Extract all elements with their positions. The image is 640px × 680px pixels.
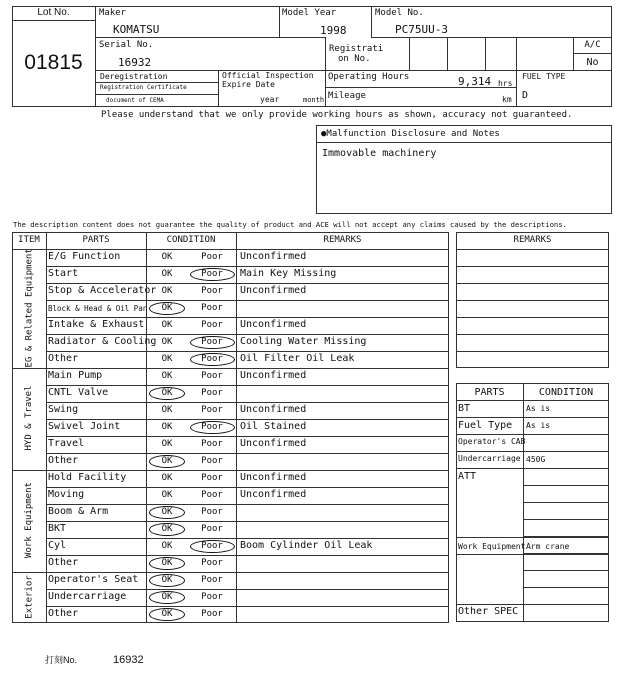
row-divider — [46, 402, 449, 403]
ok-option: OK — [161, 541, 173, 551]
part-label: Undercarriage — [48, 591, 127, 602]
group-divider — [12, 368, 449, 369]
row-divider — [46, 589, 449, 590]
divider — [95, 82, 218, 83]
poor-circle-mark — [190, 353, 235, 366]
row-divider — [456, 351, 609, 352]
remark-text: Unconfirmed — [240, 285, 307, 296]
part-label: E/G Function — [48, 251, 121, 262]
poor-option: Poor — [201, 524, 223, 534]
part-label: Other — [48, 557, 79, 568]
row-divider — [46, 266, 449, 267]
column-divider — [46, 232, 47, 623]
spec-part: BT — [458, 403, 471, 414]
divider — [95, 70, 612, 71]
ok-option: OK — [161, 286, 173, 296]
work-equipment-value: Arm crane — [526, 542, 570, 551]
right-remarks-header: REMARKS — [513, 235, 552, 245]
poor-option: Poor — [201, 303, 223, 313]
ok-circle-mark — [149, 506, 185, 519]
att-label: ATT — [458, 471, 477, 482]
part-label: Start — [48, 268, 79, 279]
poor-option: Poor — [201, 388, 223, 398]
month-label: month — [303, 96, 325, 104]
poor-option: Poor — [201, 252, 223, 262]
ok-circle-mark — [149, 302, 185, 315]
header-remarks: REMARKS — [323, 235, 362, 245]
part-label: Operator's Seat — [48, 574, 139, 585]
spec-part: Fuel Type — [458, 420, 513, 431]
header-parts: PARTS — [82, 235, 110, 245]
part-label: BKT — [48, 523, 67, 534]
ok-option: OK — [161, 507, 173, 517]
row-divider — [523, 587, 609, 588]
part-label: Other — [48, 353, 79, 364]
year-label: year — [260, 95, 280, 104]
divider — [279, 6, 280, 37]
group-label-0: EG & Related Equipment — [24, 247, 34, 367]
divider — [325, 37, 326, 107]
poor-option: Poor — [201, 473, 223, 483]
row-divider — [456, 417, 609, 418]
part-label: Moving — [48, 489, 85, 500]
lot-number: 01815 — [24, 51, 83, 74]
row-divider — [46, 283, 449, 284]
row-divider — [523, 502, 609, 503]
ok-option: OK — [161, 609, 173, 619]
remark-text: Unconfirmed — [240, 319, 307, 330]
maker-label: Maker — [99, 8, 127, 18]
malfunction-title: ●Malfunction Disclosure and Notes — [321, 129, 500, 139]
divider — [95, 37, 325, 38]
ok-option: OK — [161, 337, 173, 347]
model-year-value: 1998 — [320, 24, 347, 37]
ok-circle-mark — [149, 574, 185, 587]
row-divider — [523, 570, 609, 571]
ok-option: OK — [161, 575, 173, 585]
ac-value: No — [586, 57, 599, 68]
poor-option: Poor — [201, 558, 223, 568]
poor-option: Poor — [201, 490, 223, 500]
part-label: Stop & Accelerator — [48, 285, 157, 296]
km-label: km — [502, 95, 512, 104]
serial-label: Serial No. — [99, 40, 154, 50]
row-divider — [46, 334, 449, 335]
divider — [95, 94, 218, 95]
registration-label: Registrati — [329, 44, 384, 54]
row-divider — [456, 334, 609, 335]
spec-condition: As is — [526, 421, 551, 430]
remark-text: Cooling Water Missing — [240, 336, 367, 347]
part-label: Radiator & Cooling — [48, 336, 157, 347]
remark-text: Unconfirmed — [240, 438, 307, 449]
ac-label: A/C — [584, 40, 601, 50]
poor-option: Poor — [201, 354, 223, 364]
ok-option: OK — [161, 252, 173, 262]
footer-value: 16932 — [113, 654, 144, 666]
row-divider — [456, 468, 609, 469]
divider — [573, 53, 612, 54]
part-label: Swivel Joint — [48, 421, 121, 432]
divider — [409, 37, 410, 70]
row-divider — [523, 485, 609, 486]
divider — [516, 37, 517, 107]
ok-circle-mark — [149, 387, 185, 400]
row-divider — [46, 453, 449, 454]
poor-option: Poor — [201, 269, 223, 279]
header-divider — [12, 249, 449, 250]
remark-text: Oil Filter Oil Leak — [240, 353, 355, 364]
ok-option: OK — [161, 371, 173, 381]
ok-option: OK — [161, 439, 173, 449]
remark-text: Unconfirmed — [240, 251, 307, 262]
poor-option: Poor — [201, 422, 223, 432]
remark-text: Oil Stained — [240, 421, 307, 432]
remark-text: Unconfirmed — [240, 489, 307, 500]
poor-option: Poor — [201, 609, 223, 619]
part-label: Boom & Arm — [48, 506, 109, 517]
row-divider — [456, 434, 609, 435]
remark-text: Main Key Missing — [240, 268, 337, 279]
operating-hours-value: 9,314 — [458, 75, 492, 88]
lot-label: Lot No. — [37, 7, 70, 18]
remark-text: Boom Cylinder Oil Leak — [240, 540, 373, 551]
ok-option: OK — [161, 405, 173, 415]
row-divider — [456, 400, 609, 401]
row-divider — [456, 317, 609, 318]
ok-option: OK — [161, 269, 173, 279]
row-divider — [46, 300, 449, 301]
poor-option: Poor — [201, 405, 223, 415]
cema-label: document of CEMA — [106, 97, 164, 104]
row-divider — [46, 521, 449, 522]
ok-option: OK — [161, 320, 173, 330]
spec-condition: 450G — [526, 455, 546, 464]
ok-option: OK — [161, 354, 173, 364]
row-divider — [456, 537, 609, 538]
row-divider — [46, 538, 449, 539]
spec-condition-header: CONDITION — [538, 387, 594, 398]
poor-option: Poor — [201, 575, 223, 585]
ok-circle-mark — [149, 608, 185, 621]
malfunction-box — [316, 125, 612, 214]
divider — [447, 37, 448, 70]
row-divider — [456, 266, 609, 267]
row-divider — [46, 351, 449, 352]
ok-option: OK — [161, 303, 173, 313]
poor-circle-mark — [190, 540, 235, 553]
divider — [218, 70, 219, 107]
poor-option: Poor — [201, 286, 223, 296]
spec-parts-header: PARTS — [474, 387, 505, 398]
model-year-label: Model Year — [282, 8, 337, 18]
deregistration-label: Deregistration — [100, 72, 168, 81]
divider — [485, 37, 486, 70]
registration-certificate-label: Registration Certificate — [100, 84, 187, 91]
row-divider — [456, 300, 609, 301]
serial-value: 16932 — [118, 56, 152, 69]
poor-circle-mark — [190, 268, 235, 281]
ok-option: OK — [161, 558, 173, 568]
row-divider — [46, 555, 449, 556]
group-label-2: Work Equipment — [24, 482, 34, 558]
divider — [12, 20, 95, 21]
divider — [371, 37, 612, 38]
ok-option: OK — [161, 422, 173, 432]
footer-label: 打刻No. — [45, 655, 78, 665]
poor-circle-mark — [190, 421, 235, 434]
operating-hours-label: Operating Hours — [328, 72, 410, 82]
fuel-type-value: D — [522, 90, 529, 101]
group-label-1: HYD & Travel — [24, 385, 34, 451]
malfunction-text: Immovable machinery — [322, 148, 437, 159]
row-divider — [46, 487, 449, 488]
remark-text: Unconfirmed — [240, 370, 307, 381]
ok-circle-mark — [149, 557, 185, 570]
row-divider — [46, 317, 449, 318]
divider — [95, 6, 96, 107]
ok-option: OK — [161, 490, 173, 500]
ok-circle-mark — [149, 455, 185, 468]
hours-notice: Please understand that we only provide working hours as shown, accuracy not guaranteed. — [101, 110, 573, 120]
part-label: Intake & Exhaust — [48, 319, 145, 330]
row-divider — [456, 554, 609, 555]
poor-option: Poor — [201, 507, 223, 517]
model-no-value: PC75UU-3 — [395, 23, 448, 36]
ok-option: OK — [161, 456, 173, 466]
row-divider — [456, 604, 609, 605]
hrs-label: hrs — [498, 79, 513, 88]
row-divider — [46, 504, 449, 505]
remark-text: Unconfirmed — [240, 472, 307, 483]
ok-circle-mark — [149, 591, 185, 604]
part-label: Other — [48, 608, 79, 619]
row-divider — [46, 606, 449, 607]
group-label-3: Exterior — [24, 574, 34, 619]
inspection-label-2: Expire Date — [222, 80, 275, 89]
part-label: Cyl — [48, 540, 67, 551]
registration-label-2: on No. — [338, 54, 371, 64]
ok-circle-mark — [149, 523, 185, 536]
row-divider — [523, 519, 609, 520]
poor-option: Poor — [201, 456, 223, 466]
divider — [371, 6, 372, 37]
row-divider — [456, 283, 609, 284]
poor-option: Poor — [201, 337, 223, 347]
disclaimer: The description content does not guarantee the quality of product and ACE will not accept any claims caused by the descriptions. — [13, 220, 567, 229]
ok-option: OK — [161, 524, 173, 534]
remark-text: Unconfirmed — [240, 404, 307, 415]
fuel-type-label: FUEL TYPE — [522, 72, 566, 81]
column-divider — [236, 232, 237, 623]
other-spec-label: Other SPEC — [458, 606, 519, 617]
header-condition: CONDITION — [166, 235, 216, 245]
part-label: CNTL Valve — [48, 387, 109, 398]
poor-option: Poor — [201, 439, 223, 449]
row-divider — [46, 419, 449, 420]
row-divider — [46, 436, 449, 437]
ok-option: OK — [161, 592, 173, 602]
part-label: Travel — [48, 438, 85, 449]
ok-option: OK — [161, 473, 173, 483]
poor-option: Poor — [201, 541, 223, 551]
work-equipment-label: Work Equipment — [458, 542, 526, 551]
group-divider — [12, 572, 449, 573]
poor-option: Poor — [201, 592, 223, 602]
row-divider — [456, 451, 609, 452]
group-divider — [12, 470, 449, 471]
spec-condition: As is — [526, 404, 551, 413]
poor-option: Poor — [201, 371, 223, 381]
maker-value: KOMATSU — [113, 23, 160, 36]
spec-part: Operator's CAB — [458, 437, 526, 446]
poor-circle-mark — [190, 336, 235, 349]
mileage-label: Mileage — [328, 91, 366, 101]
part-label: Swing — [48, 404, 79, 415]
part-label: Main Pump — [48, 370, 103, 381]
spec-part: Undercarriage — [458, 454, 521, 463]
inspection-label: Official Inspection — [222, 71, 314, 80]
poor-option: Poor — [201, 320, 223, 330]
ok-option: OK — [161, 388, 173, 398]
model-no-label: Model No. — [375, 8, 424, 18]
part-label: Other — [48, 455, 79, 466]
header-item: ITEM — [18, 235, 40, 245]
row-divider — [456, 249, 609, 250]
row-divider — [46, 385, 449, 386]
part-label: Hold Facility — [48, 472, 127, 483]
part-label: Block & Head & Oil Pan — [48, 304, 148, 313]
divider — [317, 142, 611, 143]
